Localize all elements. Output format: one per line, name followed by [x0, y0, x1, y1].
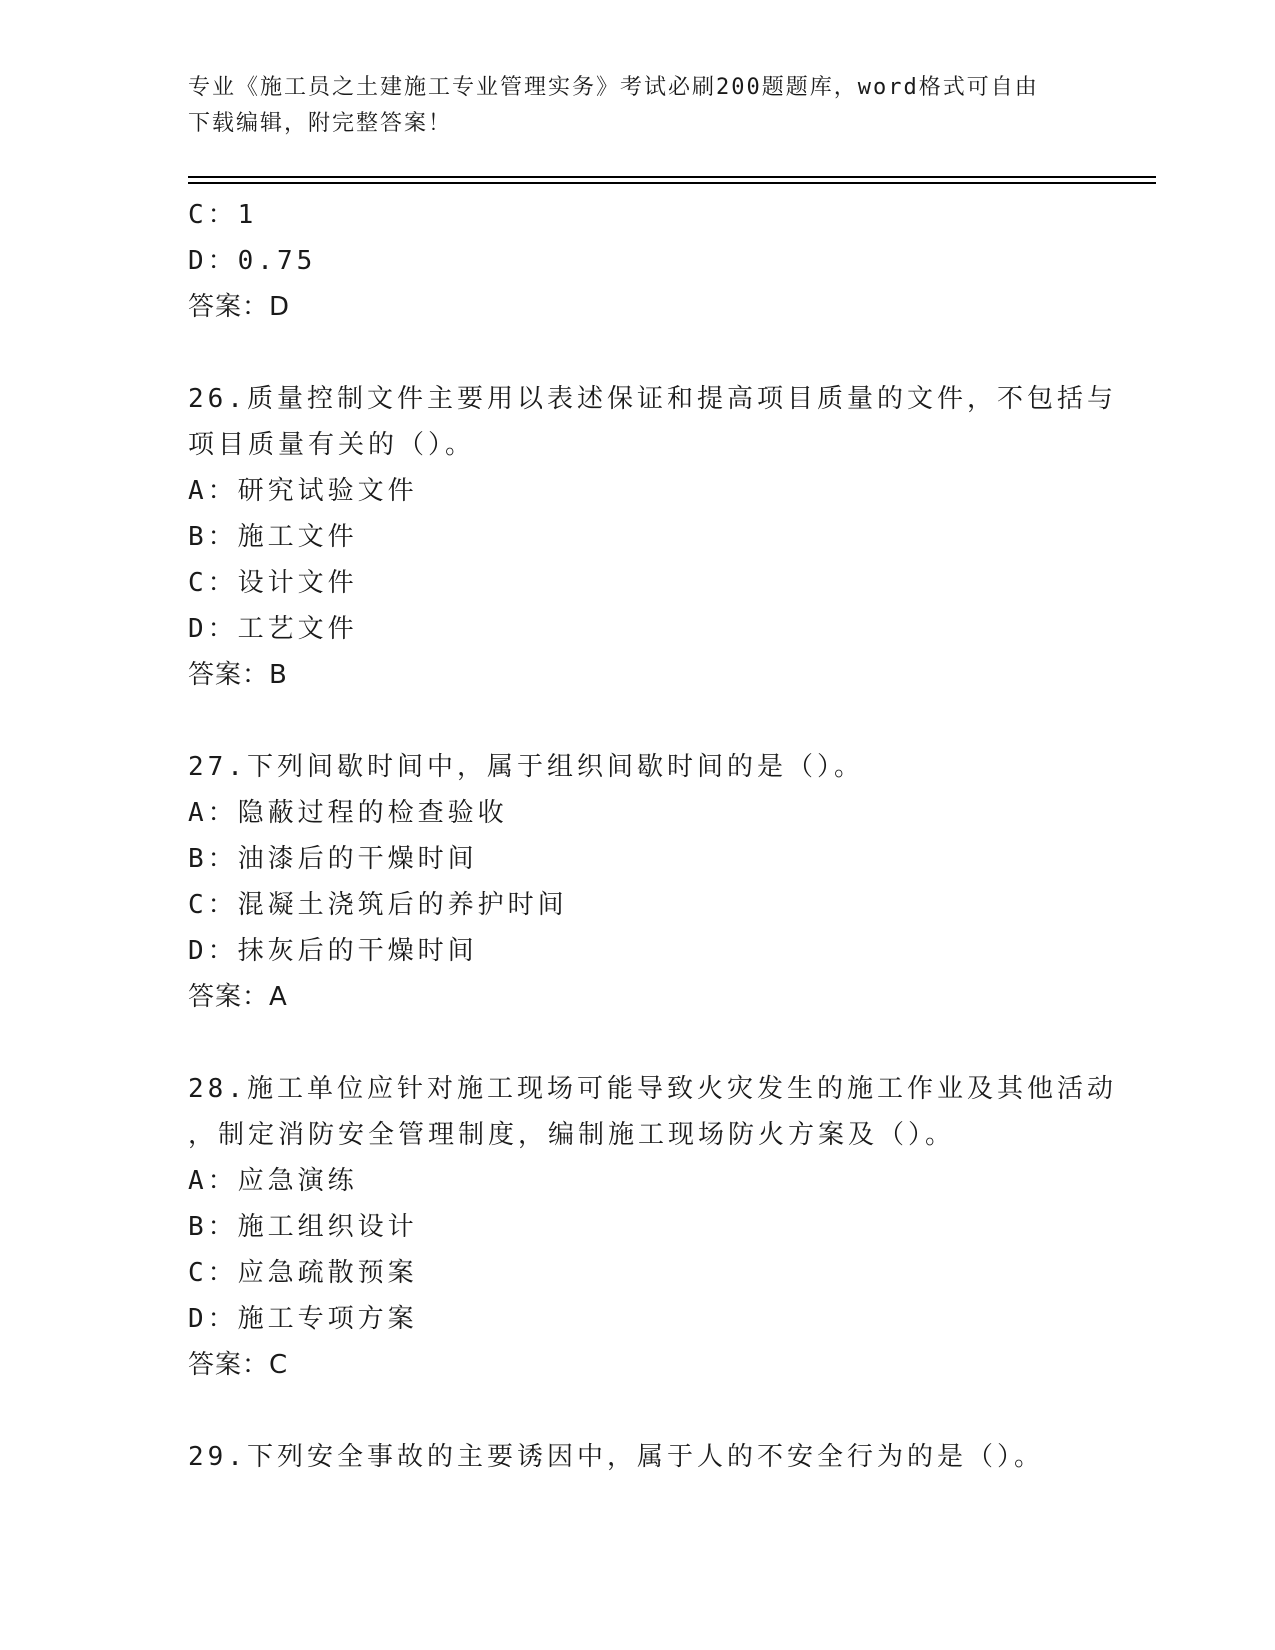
spacer: [188, 1388, 1088, 1434]
question-28: [188, 1066, 1117, 1388]
option-c: C：设计文件: [188, 568, 358, 598]
option-a: A：隐蔽过程的检查验收: [188, 798, 508, 828]
question-stem-line: 28.施工单位应针对施工现场可能导致火灾发生的施工作业及其他活动: [188, 1074, 1117, 1104]
option-a: A：应急演练: [188, 1166, 358, 1196]
spacer: [188, 698, 1088, 744]
spacer: [188, 330, 1088, 376]
question-stem-line: ，制定消防安全管理制度，编制施工现场防火方案及（）。: [188, 1120, 956, 1150]
document-body: [188, 192, 1117, 1480]
header-divider-top: [188, 176, 1156, 178]
question-26: [188, 376, 1117, 698]
answer: 答案：C: [188, 1350, 289, 1380]
option-d: D：施工专项方案: [188, 1304, 418, 1334]
question-stem-line: 29.下列安全事故的主要诱因中，属于人的不安全行为的是（）。: [188, 1442, 1044, 1472]
question-stem-line: 27.下列间歇时间中，属于组织间歇时间的是（）。: [188, 752, 864, 782]
option-d: D：0.75: [188, 246, 317, 276]
question-stem-line: 26.质量控制文件主要用以表述保证和提高项目质量的文件，不包括与: [188, 384, 1117, 414]
option-a: A：研究试验文件: [188, 476, 418, 506]
answer: 答案：D: [188, 292, 291, 322]
question-27: [188, 744, 1088, 1020]
spacer: [188, 1020, 1088, 1066]
question-stem-line: 项目质量有关的（）。: [188, 430, 476, 460]
question-25-fragment: [188, 192, 1088, 330]
answer: 答案：A: [188, 982, 288, 1012]
answer: 答案：B: [188, 660, 288, 690]
option-d: D：抹灰后的干燥时间: [188, 936, 478, 966]
document-header: [188, 70, 1088, 142]
option-c: C：混凝土浇筑后的养护时间: [188, 890, 568, 920]
option-b: B：施工文件: [188, 522, 358, 552]
question-29: [188, 1434, 1088, 1480]
header-divider-bottom: [188, 182, 1156, 184]
option-b: B：施工组织设计: [188, 1212, 418, 1242]
header-line-2: 下载编辑，附完整答案！: [188, 111, 453, 136]
option-b: B：油漆后的干燥时间: [188, 844, 478, 874]
option-d: D：工艺文件: [188, 614, 358, 644]
header-line-1: 专业《施工员之土建施工专业管理实务》考试必刷200题题库，word格式可自由: [188, 75, 1039, 100]
option-c: C：应急疏散预案: [188, 1258, 418, 1288]
option-c: C：1: [188, 200, 258, 230]
